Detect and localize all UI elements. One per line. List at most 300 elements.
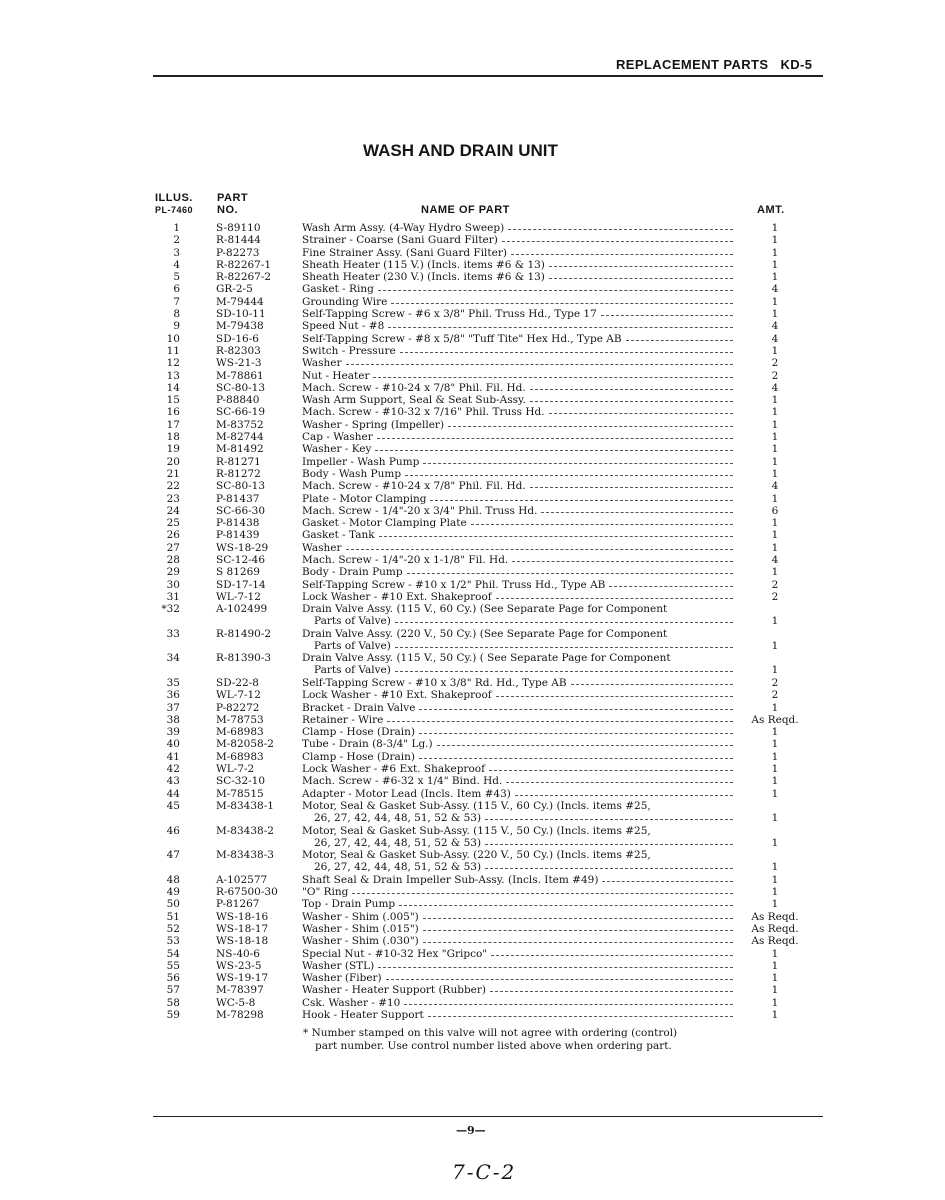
amount: 1 <box>771 344 779 357</box>
illus-number: 15 <box>166 394 180 407</box>
table-row <box>0 394 945 406</box>
illus-number: 24 <box>166 504 180 517</box>
illus-number: 2 <box>173 234 180 247</box>
table-row <box>0 406 945 418</box>
table-row <box>0 345 945 357</box>
part-name-text: Drain Valve Assy. (115 V., 60 Cy.) (See Separate Page for Component <box>302 603 668 616</box>
part-number: R-81444 <box>216 234 261 247</box>
table-row <box>0 935 945 947</box>
part-number: M-68983 <box>216 726 264 739</box>
part-number: WL-7-12 <box>216 689 261 702</box>
amount: As Reqd. <box>751 935 799 948</box>
table-row <box>0 419 945 431</box>
amount: 1 <box>771 873 779 886</box>
table-row <box>0 984 945 996</box>
part-number: P-82272 <box>216 701 260 714</box>
illus-number: 59 <box>166 1009 180 1021</box>
part-name-text: Washer (STL) <box>302 959 375 972</box>
part-number: M-79444 <box>216 295 264 308</box>
part-name-text: Washer - Key <box>302 443 372 456</box>
part-number: SC-66-30 <box>216 504 266 517</box>
amount: As Reqd. <box>751 910 799 923</box>
part-name-text: Grounding Wire <box>302 295 388 308</box>
part-name-text: Motor, Seal & Gasket Sub-Assy. (115 V., 50 Cy.) (Incls. items #25, <box>302 824 651 837</box>
illus-number: 8 <box>173 308 180 321</box>
part-name <box>302 603 736 627</box>
part-name <box>302 406 736 418</box>
footnote: * Number stamped on this valve will not agree with ordering (control) part number. Use control number listed above when ordering part. <box>303 1027 678 1052</box>
illus-number: 12 <box>166 357 180 370</box>
amount: 2 <box>771 590 779 603</box>
amount: 4 <box>771 554 779 567</box>
part-name <box>302 874 736 886</box>
part-number: M-78753 <box>216 713 264 726</box>
illus-number: 30 <box>166 578 180 591</box>
part-name <box>302 271 736 283</box>
part-number: WL-7-12 <box>216 590 261 603</box>
part-number: WS-21-3 <box>216 357 262 370</box>
part-name-text: Nut - Heater <box>302 369 370 382</box>
part-number: WS-18-18 <box>216 935 269 948</box>
illus-number: 37 <box>166 701 180 714</box>
amount: 1 <box>771 222 779 234</box>
illus-number: 6 <box>173 283 180 296</box>
part-name-text: Speed Nut - #8 <box>302 320 385 333</box>
part-name <box>302 443 736 455</box>
part-name-text: Top - Drain Pump <box>302 898 396 911</box>
header-rule <box>153 75 823 77</box>
illus-number: 27 <box>166 541 180 554</box>
part-number: M-82058-2 <box>216 738 274 751</box>
part-name-text: Tube - Drain (8-3/4" Lg.) <box>302 738 433 751</box>
amount: 1 <box>771 234 779 247</box>
part-number: WL-7-2 <box>216 763 255 776</box>
running-header <box>616 57 812 72</box>
part-name-text: Clamp - Hose (Drain) <box>302 750 415 763</box>
part-number: P-81267 <box>216 898 260 911</box>
part-number: P-81437 <box>216 492 260 505</box>
amount: 1 <box>771 664 779 677</box>
part-number: P-81438 <box>216 517 260 530</box>
part-name-text: Lock Washer - #10 Ext. Shakeproof <box>302 590 492 603</box>
part-name-text: Mach. Screw - 1/4"-20 x 1-1/8" Fil. Hd. <box>302 554 509 567</box>
illus-number: 5 <box>173 271 180 284</box>
part-number: WS-23-5 <box>216 959 262 972</box>
part-name <box>302 775 736 787</box>
part-name-text: Sheath Heater (115 V.) (Incls. items #6 & 13) <box>302 258 545 271</box>
illus-number: 9 <box>173 320 180 333</box>
table-row <box>0 271 945 283</box>
illus-number: 41 <box>166 750 180 763</box>
amount: 1 <box>771 271 779 284</box>
part-name-text: Washer <box>302 357 342 370</box>
col-header-part: PART NO. <box>217 192 249 216</box>
part-name <box>302 898 736 910</box>
part-number: M-83438-2 <box>216 824 274 837</box>
illus-number: 4 <box>173 258 180 271</box>
part-number: M-82744 <box>216 431 264 444</box>
table-row <box>0 234 945 246</box>
part-name-text: Gasket - Ring <box>302 283 374 296</box>
illus-number: 47 <box>166 849 180 862</box>
part-name <box>302 468 736 480</box>
part-name-text: Self-Tapping Screw - #6 x 3/8" Phil. Truss Hd., Type 17 <box>302 308 597 321</box>
part-number: SC-32-10 <box>216 775 266 788</box>
table-row <box>0 529 945 541</box>
part-number: M-81492 <box>216 443 264 456</box>
part-number: M-68983 <box>216 750 264 763</box>
amount: 1 <box>771 615 779 628</box>
amount: 1 <box>771 898 779 911</box>
table-row <box>0 443 945 455</box>
illus-number: 14 <box>166 381 180 394</box>
part-name <box>302 751 736 763</box>
part-name-text: Cap - Washer <box>302 431 373 444</box>
part-number: SC-80-13 <box>216 381 266 394</box>
part-name <box>302 763 736 775</box>
amount: 1 <box>771 246 779 259</box>
amount: 1 <box>771 836 779 849</box>
part-name-text: Impeller - Wash Pump <box>302 455 420 468</box>
part-number: M-78397 <box>216 984 264 997</box>
illus-number: 22 <box>166 480 180 493</box>
part-name <box>302 259 736 271</box>
amount: 1 <box>771 787 779 800</box>
table-row <box>0 702 945 714</box>
amount: 1 <box>771 517 779 530</box>
part-name-text-cont: 26, 27, 42, 44, 48, 51, 52 & 53) <box>314 836 482 849</box>
part-number: M-78515 <box>216 787 264 800</box>
part-number: SC-80-13 <box>216 480 266 493</box>
part-name <box>302 480 736 492</box>
amount: 1 <box>771 431 779 444</box>
page-number: —9— <box>456 1124 486 1137</box>
part-name-text-cont: 26, 27, 42, 44, 48, 51, 52 & 53) <box>314 861 482 874</box>
table-row <box>0 591 945 603</box>
part-name <box>302 714 736 726</box>
amount: 1 <box>771 996 779 1009</box>
amount: 1 <box>771 947 779 960</box>
part-name <box>302 283 736 295</box>
illus-number: *32 <box>161 603 180 616</box>
part-number: WS-18-17 <box>216 922 269 935</box>
part-name-text: Retainer - Wire <box>302 713 384 726</box>
part-name <box>302 579 736 591</box>
table-row <box>0 468 945 480</box>
part-name-text: Washer - Heater Support (Rubber) <box>302 984 487 997</box>
part-name-text: Gasket - Tank <box>302 529 375 542</box>
part-name <box>302 566 736 578</box>
part-name <box>302 456 736 468</box>
col-header-illus: ILLUS. PL-7460 <box>155 192 194 215</box>
part-name-text: Mach. Screw - #10-24 x 7/8" Phil. Fil. Hd. <box>302 381 526 394</box>
amount: 6 <box>771 504 779 517</box>
part-name-text: Washer (Fiber) <box>302 972 382 985</box>
amount: 1 <box>771 529 779 542</box>
part-name-text: Washer <box>302 541 342 554</box>
part-name <box>302 431 736 443</box>
footer-rule <box>153 1116 823 1117</box>
table-row <box>0 259 945 271</box>
part-number: M-78298 <box>216 1009 264 1021</box>
part-name-text: Washer - Shim (.005") <box>302 910 419 923</box>
amount: 1 <box>771 541 779 554</box>
part-name <box>302 517 736 529</box>
amount: 1 <box>771 726 779 739</box>
part-name-text-cont: 26, 27, 42, 44, 48, 51, 52 & 53) <box>314 811 482 824</box>
table-row <box>0 689 945 701</box>
part-name-text: Switch - Pressure <box>302 344 396 357</box>
part-number: M-83438-3 <box>216 849 274 862</box>
table-row <box>0 296 945 308</box>
table-row <box>0 357 945 369</box>
illus-number: 58 <box>166 996 180 1009</box>
part-name <box>302 370 736 382</box>
part-name <box>302 628 736 652</box>
part-number: A-102499 <box>216 603 268 616</box>
part-name <box>302 972 736 984</box>
part-name <box>302 849 736 873</box>
part-name <box>302 542 736 554</box>
illus-number: 54 <box>166 947 180 960</box>
part-name-text: Shaft Seal & Drain Impeller Sub-Assy. (Incls. Item #49) <box>302 873 599 886</box>
illus-number: 33 <box>166 627 180 640</box>
illus-number: 53 <box>166 935 180 948</box>
part-name <box>302 296 736 308</box>
illus-number: 10 <box>166 332 180 345</box>
illus-number: 36 <box>166 689 180 702</box>
part-name-text: Body - Drain Pump <box>302 566 403 579</box>
illus-number: 55 <box>166 959 180 972</box>
amount: 2 <box>771 369 779 382</box>
illus-number: 52 <box>166 922 180 935</box>
part-name-text: Motor, Seal & Gasket Sub-Assy. (220 V., 50 Cy.) (Incls. items #25, <box>302 849 651 862</box>
part-name-text: Drain Valve Assy. (115 V., 50 Cy.) ( See Separate Page for Component <box>302 652 671 665</box>
part-name-text: Csk. Washer - #10 <box>302 996 401 1009</box>
part-name <box>302 333 736 345</box>
part-name <box>302 419 736 431</box>
part-name-text: Mach. Screw - #10-24 x 7/8" Phil. Fil. Hd. <box>302 480 526 493</box>
illus-number: 42 <box>166 763 180 776</box>
part-number: WC-5-8 <box>216 996 256 1009</box>
part-name <box>302 788 736 800</box>
part-name <box>302 320 736 332</box>
illus-number: 18 <box>166 431 180 444</box>
illus-number: 23 <box>166 492 180 505</box>
part-name-text: Lock Washer - #6 Ext. Shakeproof <box>302 763 485 776</box>
part-name-text: Mach. Screw - 1/4"-20 x 3/4" Phil. Truss Hd. <box>302 504 538 517</box>
amount: 1 <box>771 418 779 431</box>
part-number: P-82273 <box>216 246 260 259</box>
part-number: M-83752 <box>216 418 264 431</box>
part-name-text: Clamp - Hose (Drain) <box>302 726 415 739</box>
amount: 1 <box>771 775 779 788</box>
table-row <box>0 542 945 554</box>
table-row <box>0 652 945 677</box>
part-name <box>302 382 736 394</box>
part-number: SD-10-11 <box>216 308 266 321</box>
table-row <box>0 283 945 295</box>
part-number: SD-16-6 <box>216 332 259 345</box>
part-name-text: Adapter - Motor Lead (Incls. Item #43) <box>302 787 511 800</box>
table-row <box>0 775 945 787</box>
part-name-text-cont: Parts of Valve) <box>314 615 391 628</box>
illus-number: 51 <box>166 910 180 923</box>
part-name <box>302 923 736 935</box>
table-row <box>0 603 945 628</box>
part-name <box>302 702 736 714</box>
table-row <box>0 825 945 850</box>
amount: 1 <box>771 750 779 763</box>
amount: 1 <box>771 443 779 456</box>
table-row <box>0 566 945 578</box>
part-name-text: Wash Arm Support, Seal & Seat Sub-Assy. <box>302 394 526 407</box>
part-number: M-78861 <box>216 369 264 382</box>
illus-number: 13 <box>166 369 180 382</box>
illus-number: 1 <box>173 222 180 234</box>
amount: 1 <box>771 308 779 321</box>
header-section: REPLACEMENT PARTS <box>616 57 769 72</box>
part-name <box>302 997 736 1009</box>
table-row <box>0 431 945 443</box>
table-row <box>0 505 945 517</box>
part-name <box>302 652 736 676</box>
part-number: SC-12-46 <box>216 554 266 567</box>
part-number: R-82267-2 <box>216 271 272 284</box>
amount: 1 <box>771 959 779 972</box>
table-row <box>0 579 945 591</box>
part-number: R-82267-1 <box>216 258 272 271</box>
part-name-text: Self-Tapping Screw - #10 x 1/2" Phil. Truss Hd., Type AB <box>302 578 606 591</box>
part-name <box>302 677 736 689</box>
illus-number: 31 <box>166 590 180 603</box>
table-row <box>0 763 945 775</box>
table-row <box>0 911 945 923</box>
part-name <box>302 554 736 566</box>
illus-number: 25 <box>166 517 180 530</box>
table-row <box>0 751 945 763</box>
illus-number: 50 <box>166 898 180 911</box>
part-name-text-cont: Parts of Valve) <box>314 664 391 677</box>
table-row <box>0 517 945 529</box>
amount: As Reqd. <box>751 713 799 726</box>
part-name <box>302 800 736 824</box>
part-name <box>302 247 736 259</box>
part-name <box>302 738 736 750</box>
table-row <box>0 456 945 468</box>
part-name-text: Washer - Spring (Impeller) <box>302 418 445 431</box>
part-name-text: Sheath Heater (230 V.) (Incls. items #6 & 13) <box>302 271 545 284</box>
table-row <box>0 370 945 382</box>
part-name <box>302 948 736 960</box>
part-name-text: Drain Valve Assy. (220 V., 50 Cy.) (See Separate Page for Component <box>302 627 668 640</box>
amount: 1 <box>771 295 779 308</box>
amount: 4 <box>771 480 779 493</box>
illus-number: 45 <box>166 799 180 812</box>
illus-number: 28 <box>166 554 180 567</box>
table-row <box>0 923 945 935</box>
amount: 1 <box>771 861 779 874</box>
part-number: R-81271 <box>216 455 261 468</box>
part-name <box>302 1009 736 1021</box>
amount: 1 <box>771 972 779 985</box>
part-number: SD-17-14 <box>216 578 266 591</box>
part-name-text: Washer - Shim (.015") <box>302 922 419 935</box>
part-number: S 81269 <box>216 566 260 579</box>
table-row <box>0 480 945 492</box>
amount: 1 <box>771 763 779 776</box>
part-name <box>302 234 736 246</box>
table-row <box>0 714 945 726</box>
table-row <box>0 320 945 332</box>
illus-number: 38 <box>166 713 180 726</box>
table-row <box>0 493 945 505</box>
table-row <box>0 222 945 234</box>
illus-number: 21 <box>166 467 180 480</box>
part-number: P-81439 <box>216 529 260 542</box>
illus-number: 19 <box>166 443 180 456</box>
amount: As Reqd. <box>751 922 799 935</box>
amount: 1 <box>771 455 779 468</box>
part-name <box>302 886 736 898</box>
part-name <box>302 308 736 320</box>
part-name-text: Plate - Motor Clamping <box>302 492 427 505</box>
table-row <box>0 382 945 394</box>
amount: 1 <box>771 258 779 271</box>
amount: 1 <box>771 406 779 419</box>
part-number: R-81490-2 <box>216 627 272 640</box>
illus-number: 43 <box>166 775 180 788</box>
part-number: GR-2-5 <box>216 283 253 296</box>
part-number: R-82303 <box>216 344 261 357</box>
table-row <box>0 948 945 960</box>
illus-number: 46 <box>166 824 180 837</box>
table-row <box>0 554 945 566</box>
part-name <box>302 689 736 701</box>
part-name-text: Motor, Seal & Gasket Sub-Assy. (115 V., 60 Cy.) (Incls. items #25, <box>302 799 651 812</box>
part-name-text: Special Nut - #10-32 Hex "Gripco" <box>302 947 488 960</box>
table-row <box>0 849 945 874</box>
part-name <box>302 529 736 541</box>
table-row <box>0 874 945 886</box>
parts-table <box>0 222 945 1021</box>
part-name-text: Self-Tapping Screw - #8 x 5/8" "Tuff Tite" Hex Hd., Type AB <box>302 332 622 345</box>
part-name-text: Mach. Screw - #6-32 x 1/4" Bind. Hd. <box>302 775 503 788</box>
part-number: M-79438 <box>216 320 264 333</box>
part-number: A-102577 <box>216 873 268 886</box>
part-number: WS-18-16 <box>216 910 269 923</box>
part-number: M-83438-1 <box>216 799 274 812</box>
part-name-text: Body - Wash Pump <box>302 467 402 480</box>
amount: 1 <box>771 639 779 652</box>
part-name <box>302 591 736 603</box>
amount: 4 <box>771 283 779 296</box>
part-name <box>302 960 736 972</box>
part-number: SD-22-8 <box>216 676 259 689</box>
amount: 1 <box>771 492 779 505</box>
part-name <box>302 911 736 923</box>
amount: 2 <box>771 357 779 370</box>
part-name <box>302 222 736 234</box>
illus-number: 39 <box>166 726 180 739</box>
amount: 4 <box>771 320 779 333</box>
illus-number: 7 <box>173 295 180 308</box>
part-number: NS-40-6 <box>216 947 260 960</box>
table-row <box>0 800 945 825</box>
illus-number: 34 <box>166 652 180 665</box>
part-name-text: Fine Strainer Assy. (Sani Guard Filter) <box>302 246 507 259</box>
part-name-text: Strainer - Coarse (Sani Guard Filter) <box>302 234 498 247</box>
